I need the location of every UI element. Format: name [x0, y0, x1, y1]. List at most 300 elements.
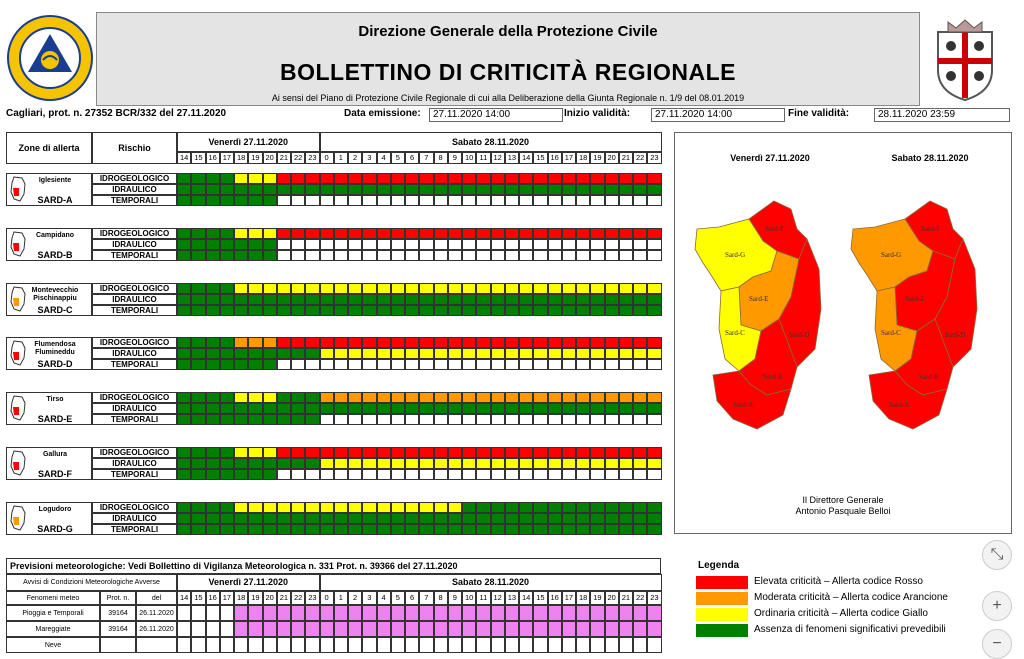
forecast-cell [619, 283, 633, 294]
forecast-cell [419, 239, 433, 250]
forecast-cell [476, 359, 490, 370]
forecast-cell [491, 305, 505, 316]
forecast-cell [263, 392, 277, 403]
forecast-cell [491, 195, 505, 206]
forecast-cell [305, 502, 319, 513]
forecast-cell [177, 337, 191, 348]
legend-swatch [696, 592, 748, 605]
meteo-cell [548, 637, 562, 653]
forecast-cell [448, 294, 462, 305]
forecast-cell [462, 502, 476, 513]
forecast-cell [434, 392, 448, 403]
map-zone-label: Sard-D [945, 331, 966, 339]
forecast-cell [263, 239, 277, 250]
forecast-cell [548, 502, 562, 513]
forecast-cell [277, 447, 291, 458]
forecast-cell [491, 469, 505, 480]
phenomenon-name: Mareggiate [6, 621, 100, 637]
forecast-cell [605, 239, 619, 250]
forecast-cell [405, 250, 419, 261]
risk-label: IDRAULICO [92, 294, 177, 305]
meteo-cell [334, 637, 348, 653]
meteo-cell [434, 621, 448, 637]
meteo-cell [519, 605, 533, 621]
forecast-cell [590, 502, 604, 513]
forecast-cell [619, 502, 633, 513]
forecast-cell [448, 250, 462, 261]
forecast-cell [348, 173, 362, 184]
forecast-cell [191, 173, 205, 184]
forecast-cell [277, 359, 291, 370]
forecast-cell [405, 337, 419, 348]
forecast-cell [462, 469, 476, 480]
forecast-cell [519, 359, 533, 370]
forecast-cell [177, 195, 191, 206]
forecast-cell [462, 184, 476, 195]
forecast-cell [590, 414, 604, 425]
forecast-cell [590, 348, 604, 359]
forecast-cell [491, 250, 505, 261]
forecast-cell [576, 184, 590, 195]
forecast-cell [419, 458, 433, 469]
forecast-cell [291, 305, 305, 316]
forecast-cell [548, 184, 562, 195]
validity-info-row [6, 108, 1010, 121]
forecast-cell [377, 392, 391, 403]
meteo-hour: 4 [377, 591, 391, 605]
forecast-cell [590, 359, 604, 370]
forecast-cell [448, 173, 462, 184]
forecast-cell [234, 447, 248, 458]
forecast-cell [448, 403, 462, 414]
forecast-cell [277, 524, 291, 535]
hour-label: 17 [220, 152, 234, 164]
hour-label: 19 [590, 152, 604, 164]
meteo-cell [462, 605, 476, 621]
legend-label: Assenza di fenomeni significativi prevedibili [754, 624, 946, 635]
forecast-cell [647, 184, 661, 195]
forecast-cell [206, 524, 220, 535]
forecast-cell [263, 250, 277, 261]
forecast-cell [362, 250, 376, 261]
forecast-cell [377, 403, 391, 414]
forecast-cell [405, 195, 419, 206]
forecast-cell [320, 184, 334, 195]
forecast-cell [548, 524, 562, 535]
forecast-cell [334, 403, 348, 414]
forecast-cell [548, 414, 562, 425]
forecast-cell [206, 239, 220, 250]
meteo-cell [576, 637, 590, 653]
risk-label: IDRAULICO [92, 348, 177, 359]
forecast-cell [533, 294, 547, 305]
forecast-cell [562, 294, 576, 305]
forecast-cell [391, 392, 405, 403]
forecast-cell [206, 173, 220, 184]
forecast-cell [519, 173, 533, 184]
meteo-cell [405, 605, 419, 621]
forecast-cell [391, 250, 405, 261]
risk-label: IDRAULICO [92, 184, 177, 195]
forecast-cell [476, 469, 490, 480]
forecast-cell [533, 348, 547, 359]
meteo-hour: 9 [448, 591, 462, 605]
forecast-cell [220, 239, 234, 250]
forecast-cell [576, 392, 590, 403]
forecast-cell [590, 337, 604, 348]
forecast-cell [334, 359, 348, 370]
forecast-cell [462, 173, 476, 184]
forecast-cell [377, 184, 391, 195]
forecast-cell [291, 250, 305, 261]
meteo-cell [476, 621, 490, 637]
meteo-cell [320, 605, 334, 621]
forecast-cell [248, 184, 262, 195]
forecast-cell [206, 359, 220, 370]
forecast-cell [633, 469, 647, 480]
forecast-cell [633, 195, 647, 206]
forecast-cell [305, 184, 319, 195]
forecast-cell [462, 524, 476, 535]
forecast-cell [476, 524, 490, 535]
forecast-cell [462, 239, 476, 250]
forecast-cell [277, 337, 291, 348]
forecast-cell [234, 414, 248, 425]
forecast-cell [177, 305, 191, 316]
forecast-cell [590, 195, 604, 206]
forecast-cell [633, 513, 647, 524]
meteo-hour: 0 [320, 591, 334, 605]
forecast-cell [491, 348, 505, 359]
forecast-cell [505, 458, 519, 469]
forecast-cell [220, 469, 234, 480]
forecast-cell [291, 458, 305, 469]
risk-column-header: Rischio [92, 132, 177, 164]
forecast-cell [590, 305, 604, 316]
forecast-cell [377, 305, 391, 316]
forecast-cell [448, 458, 462, 469]
forecast-cell [505, 283, 519, 294]
forecast-cell [362, 239, 376, 250]
forecast-cell [191, 524, 205, 535]
forecast-cell [320, 250, 334, 261]
forecast-cell [434, 294, 448, 305]
forecast-cell [248, 294, 262, 305]
meteo-cell [633, 637, 647, 653]
forecast-cell [334, 469, 348, 480]
forecast-cell [220, 392, 234, 403]
phenomenon-prot [100, 637, 136, 653]
forecast-cell [491, 294, 505, 305]
forecast-cell [377, 294, 391, 305]
forecast-cell [533, 184, 547, 195]
meteo-cell [476, 637, 490, 653]
forecast-cell [434, 228, 448, 239]
forecast-cell [263, 195, 277, 206]
forecast-cell [548, 458, 562, 469]
forecast-cell [348, 458, 362, 469]
zoom-in-button[interactable]: + [982, 591, 1012, 621]
forecast-cell [220, 250, 234, 261]
forecast-cell [505, 392, 519, 403]
forecast-cell [605, 283, 619, 294]
risk-label: TEMPORALI [92, 524, 177, 535]
forecast-cell [277, 228, 291, 239]
forecast-cell [405, 239, 419, 250]
meteo-cell [277, 637, 291, 653]
hour-label: 12 [491, 152, 505, 164]
meteo-cell [248, 605, 262, 621]
meteo-cell [263, 621, 277, 637]
forecast-cell [277, 283, 291, 294]
forecast-cell [348, 337, 362, 348]
hour-label: 16 [206, 152, 220, 164]
forecast-cell [391, 348, 405, 359]
forecast-cell [191, 458, 205, 469]
meteo-hour: 10 [462, 591, 476, 605]
forecast-cell [633, 458, 647, 469]
forecast-cell [491, 337, 505, 348]
forecast-cell [491, 458, 505, 469]
forecast-cell [491, 184, 505, 195]
forecast-cell [191, 502, 205, 513]
risk-label: IDRAULICO [92, 458, 177, 469]
forecast-cell [377, 414, 391, 425]
forecast-cell [391, 283, 405, 294]
hour-label: 10 [462, 152, 476, 164]
forecast-cell [434, 458, 448, 469]
risk-label: IDROGEOLOGICO [92, 173, 177, 184]
forecast-cell [263, 414, 277, 425]
regione-sardegna-logo [6, 12, 94, 104]
prot-header: Prot. n. [100, 591, 136, 605]
forecast-cell [377, 524, 391, 535]
forecast-cell [548, 250, 562, 261]
forecast-cell [277, 184, 291, 195]
meteo-cell [647, 621, 661, 637]
forecast-cell [220, 359, 234, 370]
forecast-cell [562, 283, 576, 294]
forecast-cell [647, 458, 661, 469]
forecast-cell [633, 283, 647, 294]
forecast-cell [576, 502, 590, 513]
forecast-cell [334, 513, 348, 524]
forecast-cell [562, 513, 576, 524]
forecast-cell [220, 337, 234, 348]
forecast-cell [220, 184, 234, 195]
forecast-cell [548, 228, 562, 239]
forecast-cell [633, 392, 647, 403]
meteo-hour: 7 [419, 591, 433, 605]
forecast-cell [291, 283, 305, 294]
meteo-cell [491, 621, 505, 637]
meteo-cell [391, 621, 405, 637]
forecast-cell [419, 447, 433, 458]
forecast-cell [334, 392, 348, 403]
forecast-cell [305, 173, 319, 184]
forecast-cell [448, 513, 462, 524]
risk-label: TEMPORALI [92, 305, 177, 316]
forecast-cell [248, 447, 262, 458]
forecast-cell [263, 502, 277, 513]
forecast-cell [476, 228, 490, 239]
meteo-title: Previsioni meteorologiche: Vedi Bollettino di Vigilanza Meteorologica n. 331 Prot. n. 39366 del 27.11.2020 [6, 558, 661, 574]
meteo-cell [590, 637, 604, 653]
forecast-cell [548, 283, 562, 294]
forecast-cell [291, 502, 305, 513]
forecast-cell [234, 305, 248, 316]
forecast-cell [248, 348, 262, 359]
forecast-cell [263, 513, 277, 524]
hour-label: 13 [505, 152, 519, 164]
meteo-cell [448, 637, 462, 653]
zone-name: Flumendosa Flumineddu [34, 341, 76, 357]
map-zone-label: Sard-F [921, 225, 941, 233]
forecast-cell [548, 469, 562, 480]
forecast-cell [206, 294, 220, 305]
forecast-cell [605, 502, 619, 513]
forecast-cell [434, 524, 448, 535]
forecast-cell [519, 239, 533, 250]
map-day2 [851, 201, 977, 429]
forecast-cell [320, 359, 334, 370]
meteo-hour: 3 [362, 591, 376, 605]
forecast-cell [277, 458, 291, 469]
meteo-cell [234, 637, 248, 653]
forecast-cell [263, 283, 277, 294]
forecast-cell [220, 513, 234, 524]
forecast-cell [419, 228, 433, 239]
forecast-cell [362, 359, 376, 370]
forecast-cell [248, 173, 262, 184]
hour-label: 1 [334, 152, 348, 164]
forecast-cell [505, 294, 519, 305]
forecast-cell [391, 173, 405, 184]
hour-label: 2 [348, 152, 362, 164]
forecast-cell [362, 173, 376, 184]
forecast-cell [334, 173, 348, 184]
forecast-cell [206, 250, 220, 261]
meteo-cell [647, 605, 661, 621]
forecast-cell [191, 513, 205, 524]
start-value: 27.11.2020 14:00 [651, 108, 785, 122]
zone-code: SARD-A [37, 195, 73, 205]
forecast-cell [448, 414, 462, 425]
forecast-cell [562, 184, 576, 195]
forecast-cell [590, 458, 604, 469]
forecast-cell [491, 502, 505, 513]
meteo-cell [334, 605, 348, 621]
forecast-cell [605, 524, 619, 535]
forecast-cell [305, 524, 319, 535]
forecast-cell [334, 524, 348, 535]
forecast-cell [476, 294, 490, 305]
forecast-cell [206, 305, 220, 316]
forecast-cell [519, 228, 533, 239]
forecast-cell [576, 337, 590, 348]
phenomenon-prot: 39164 [100, 621, 136, 637]
forecast-cell [206, 348, 220, 359]
forecast-cell [448, 239, 462, 250]
forecast-cell [505, 524, 519, 535]
forecast-cell [419, 305, 433, 316]
hour-label: 9 [448, 152, 462, 164]
meteo-cell [206, 605, 220, 621]
forecast-cell [248, 239, 262, 250]
forecast-cell [462, 403, 476, 414]
forecast-cell [248, 502, 262, 513]
forecast-cell [434, 502, 448, 513]
meteo-hour: 17 [562, 591, 576, 605]
forecast-cell [362, 458, 376, 469]
map-zone-label: Sard-C [881, 329, 901, 337]
meteo-cell [206, 637, 220, 653]
forecast-cell [348, 513, 362, 524]
forecast-cell [476, 305, 490, 316]
forecast-cell [647, 392, 661, 403]
forecast-cell [334, 414, 348, 425]
fullscreen-button[interactable]: ⤡ [982, 540, 1012, 570]
meteo-cell [533, 637, 547, 653]
forecast-cell [277, 195, 291, 206]
forecast-cell [305, 414, 319, 425]
meteo-cell [590, 605, 604, 621]
forecast-cell [519, 305, 533, 316]
forecast-cell [263, 173, 277, 184]
forecast-cell [248, 305, 262, 316]
forecast-cell [590, 283, 604, 294]
forecast-cell [391, 447, 405, 458]
forecast-cell [548, 294, 562, 305]
risk-label: IDROGEOLOGICO [92, 228, 177, 239]
forecast-cell [220, 403, 234, 414]
forecast-cell [320, 239, 334, 250]
forecast-cell [348, 305, 362, 316]
forecast-cell [619, 239, 633, 250]
forecast-cell [291, 447, 305, 458]
forecast-cell [305, 447, 319, 458]
forecast-cell [533, 447, 547, 458]
zoom-out-button[interactable]: − [982, 629, 1012, 659]
forecast-cell [548, 513, 562, 524]
forecast-cell [206, 414, 220, 425]
meteo-cell [248, 637, 262, 653]
forecast-cell [505, 447, 519, 458]
forecast-cell [348, 283, 362, 294]
forecast-cell [462, 305, 476, 316]
forecast-cell [562, 195, 576, 206]
forecast-cell [533, 305, 547, 316]
forecast-cell [391, 524, 405, 535]
forecast-cell [263, 469, 277, 480]
zone-code: SARD-G [37, 523, 73, 534]
forecast-cell [419, 513, 433, 524]
forecast-cell [320, 228, 334, 239]
meteo-cell [419, 637, 433, 653]
forecast-cell [619, 305, 633, 316]
forecast-cell [177, 414, 191, 425]
forecast-cell [633, 348, 647, 359]
zone-name: Iglesiente [38, 177, 72, 184]
forecast-cell [462, 195, 476, 206]
forecast-cell [491, 447, 505, 458]
forecast-cell [377, 469, 391, 480]
forecast-cell [206, 403, 220, 414]
forecast-cell [334, 294, 348, 305]
forecast-cell [191, 348, 205, 359]
forecast-cell [362, 414, 376, 425]
hour-label: 21 [619, 152, 633, 164]
